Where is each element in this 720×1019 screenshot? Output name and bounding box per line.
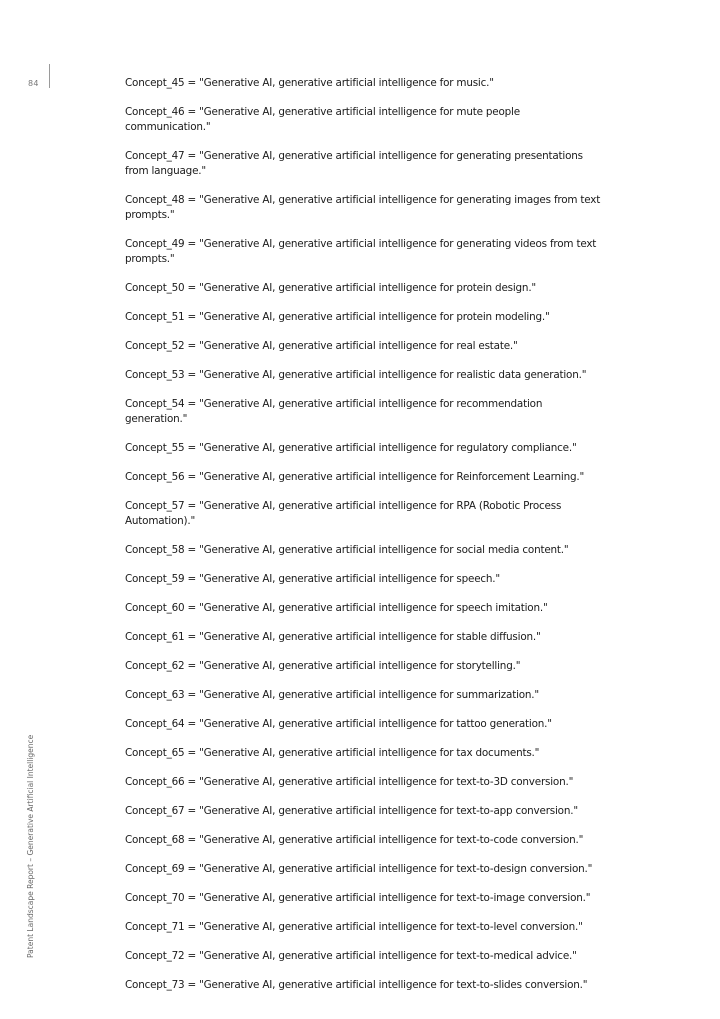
concept-item: Concept_67 = "Generative AI, generative artificial intelligence for text-to-app conversion." <box>125 805 578 817</box>
concept-item: Concept_68 = "Generative AI, generative artificial intelligence for text-to-code conversion." <box>125 834 584 846</box>
concept-item: Concept_54 = "Generative AI, generative artificial intelligence for recommendation generation." <box>125 398 543 425</box>
concept-item: Concept_49 = "Generative AI, generative artificial intelligence for generating videos from text prompts." <box>125 238 597 265</box>
concept-item: Concept_66 = "Generative AI, generative artificial intelligence for text-to-3D conversion." <box>125 776 574 788</box>
concept-item: Concept_60 = "Generative AI, generative artificial intelligence for speech imitation." <box>125 602 548 614</box>
concept-item: Concept_51 = "Generative AI, generative artificial intelligence for protein modeling." <box>125 311 550 323</box>
concept-item: Concept_52 = "Generative AI, generative artificial intelligence for real estate." <box>125 340 518 352</box>
concept-item: Concept_70 = "Generative AI, generative artificial intelligence for text-to-image conversion." <box>125 892 591 904</box>
concept-item: Concept_45 = "Generative AI, generative artificial intelligence for music." <box>125 77 494 89</box>
concept-item: Concept_61 = "Generative AI, generative artificial intelligence for stable diffusion." <box>125 631 541 643</box>
concept-item: Concept_58 = "Generative AI, generative artificial intelligence for social media content." <box>125 544 569 556</box>
concept-item: Concept_50 = "Generative AI, generative artificial intelligence for protein design." <box>125 282 537 294</box>
concept-item: Concept_73 = "Generative AI, generative artificial intelligence for text-to-slides conversion." <box>125 979 588 991</box>
concept-item: Concept_65 = "Generative AI, generative artificial intelligence for tax documents." <box>125 747 540 759</box>
concept-list <box>125 76 605 1007</box>
concept-item: Concept_47 = "Generative AI, generative artificial intelligence for generating presentations from language." <box>125 150 583 177</box>
concept-item: Concept_48 = "Generative AI, generative artificial intelligence for generating images from text prompts." <box>125 194 601 221</box>
concept-item: Concept_71 = "Generative AI, generative artificial intelligence for text-to-level conversion." <box>125 921 583 933</box>
concept-item: Concept_62 = "Generative AI, generative artificial intelligence for storytelling." <box>125 660 521 672</box>
concept-item: Concept_53 = "Generative AI, generative artificial intelligence for realistic data generation." <box>125 369 587 381</box>
concept-item: Concept_59 = "Generative AI, generative artificial intelligence for speech." <box>125 573 500 585</box>
concept-item: Concept_64 = "Generative AI, generative artificial intelligence for tattoo generation." <box>125 718 552 730</box>
page-number-divider <box>49 64 50 88</box>
concept-item: Concept_69 = "Generative AI, generative artificial intelligence for text-to-design conversion." <box>125 863 593 875</box>
report-side-caption: Patent Landscape Report – Generative Artificial Intelligence <box>26 734 35 958</box>
concept-item: Concept_72 = "Generative AI, generative artificial intelligence for text-to-medical advice." <box>125 950 577 962</box>
concept-item: Concept_56 = "Generative AI, generative artificial intelligence for Reinforcement Learning." <box>125 471 585 483</box>
concept-item: Concept_63 = "Generative AI, generative artificial intelligence for summarization." <box>125 689 539 701</box>
concept-item: Concept_57 = "Generative AI, generative artificial intelligence for RPA (Robotic Process Automation)." <box>125 500 562 527</box>
concept-item: Concept_55 = "Generative AI, generative artificial intelligence for regulatory compliance." <box>125 442 577 454</box>
page-number: 84 <box>28 79 39 88</box>
concept-item: Concept_46 = "Generative AI, generative artificial intelligence for mute people communication." <box>125 106 520 133</box>
